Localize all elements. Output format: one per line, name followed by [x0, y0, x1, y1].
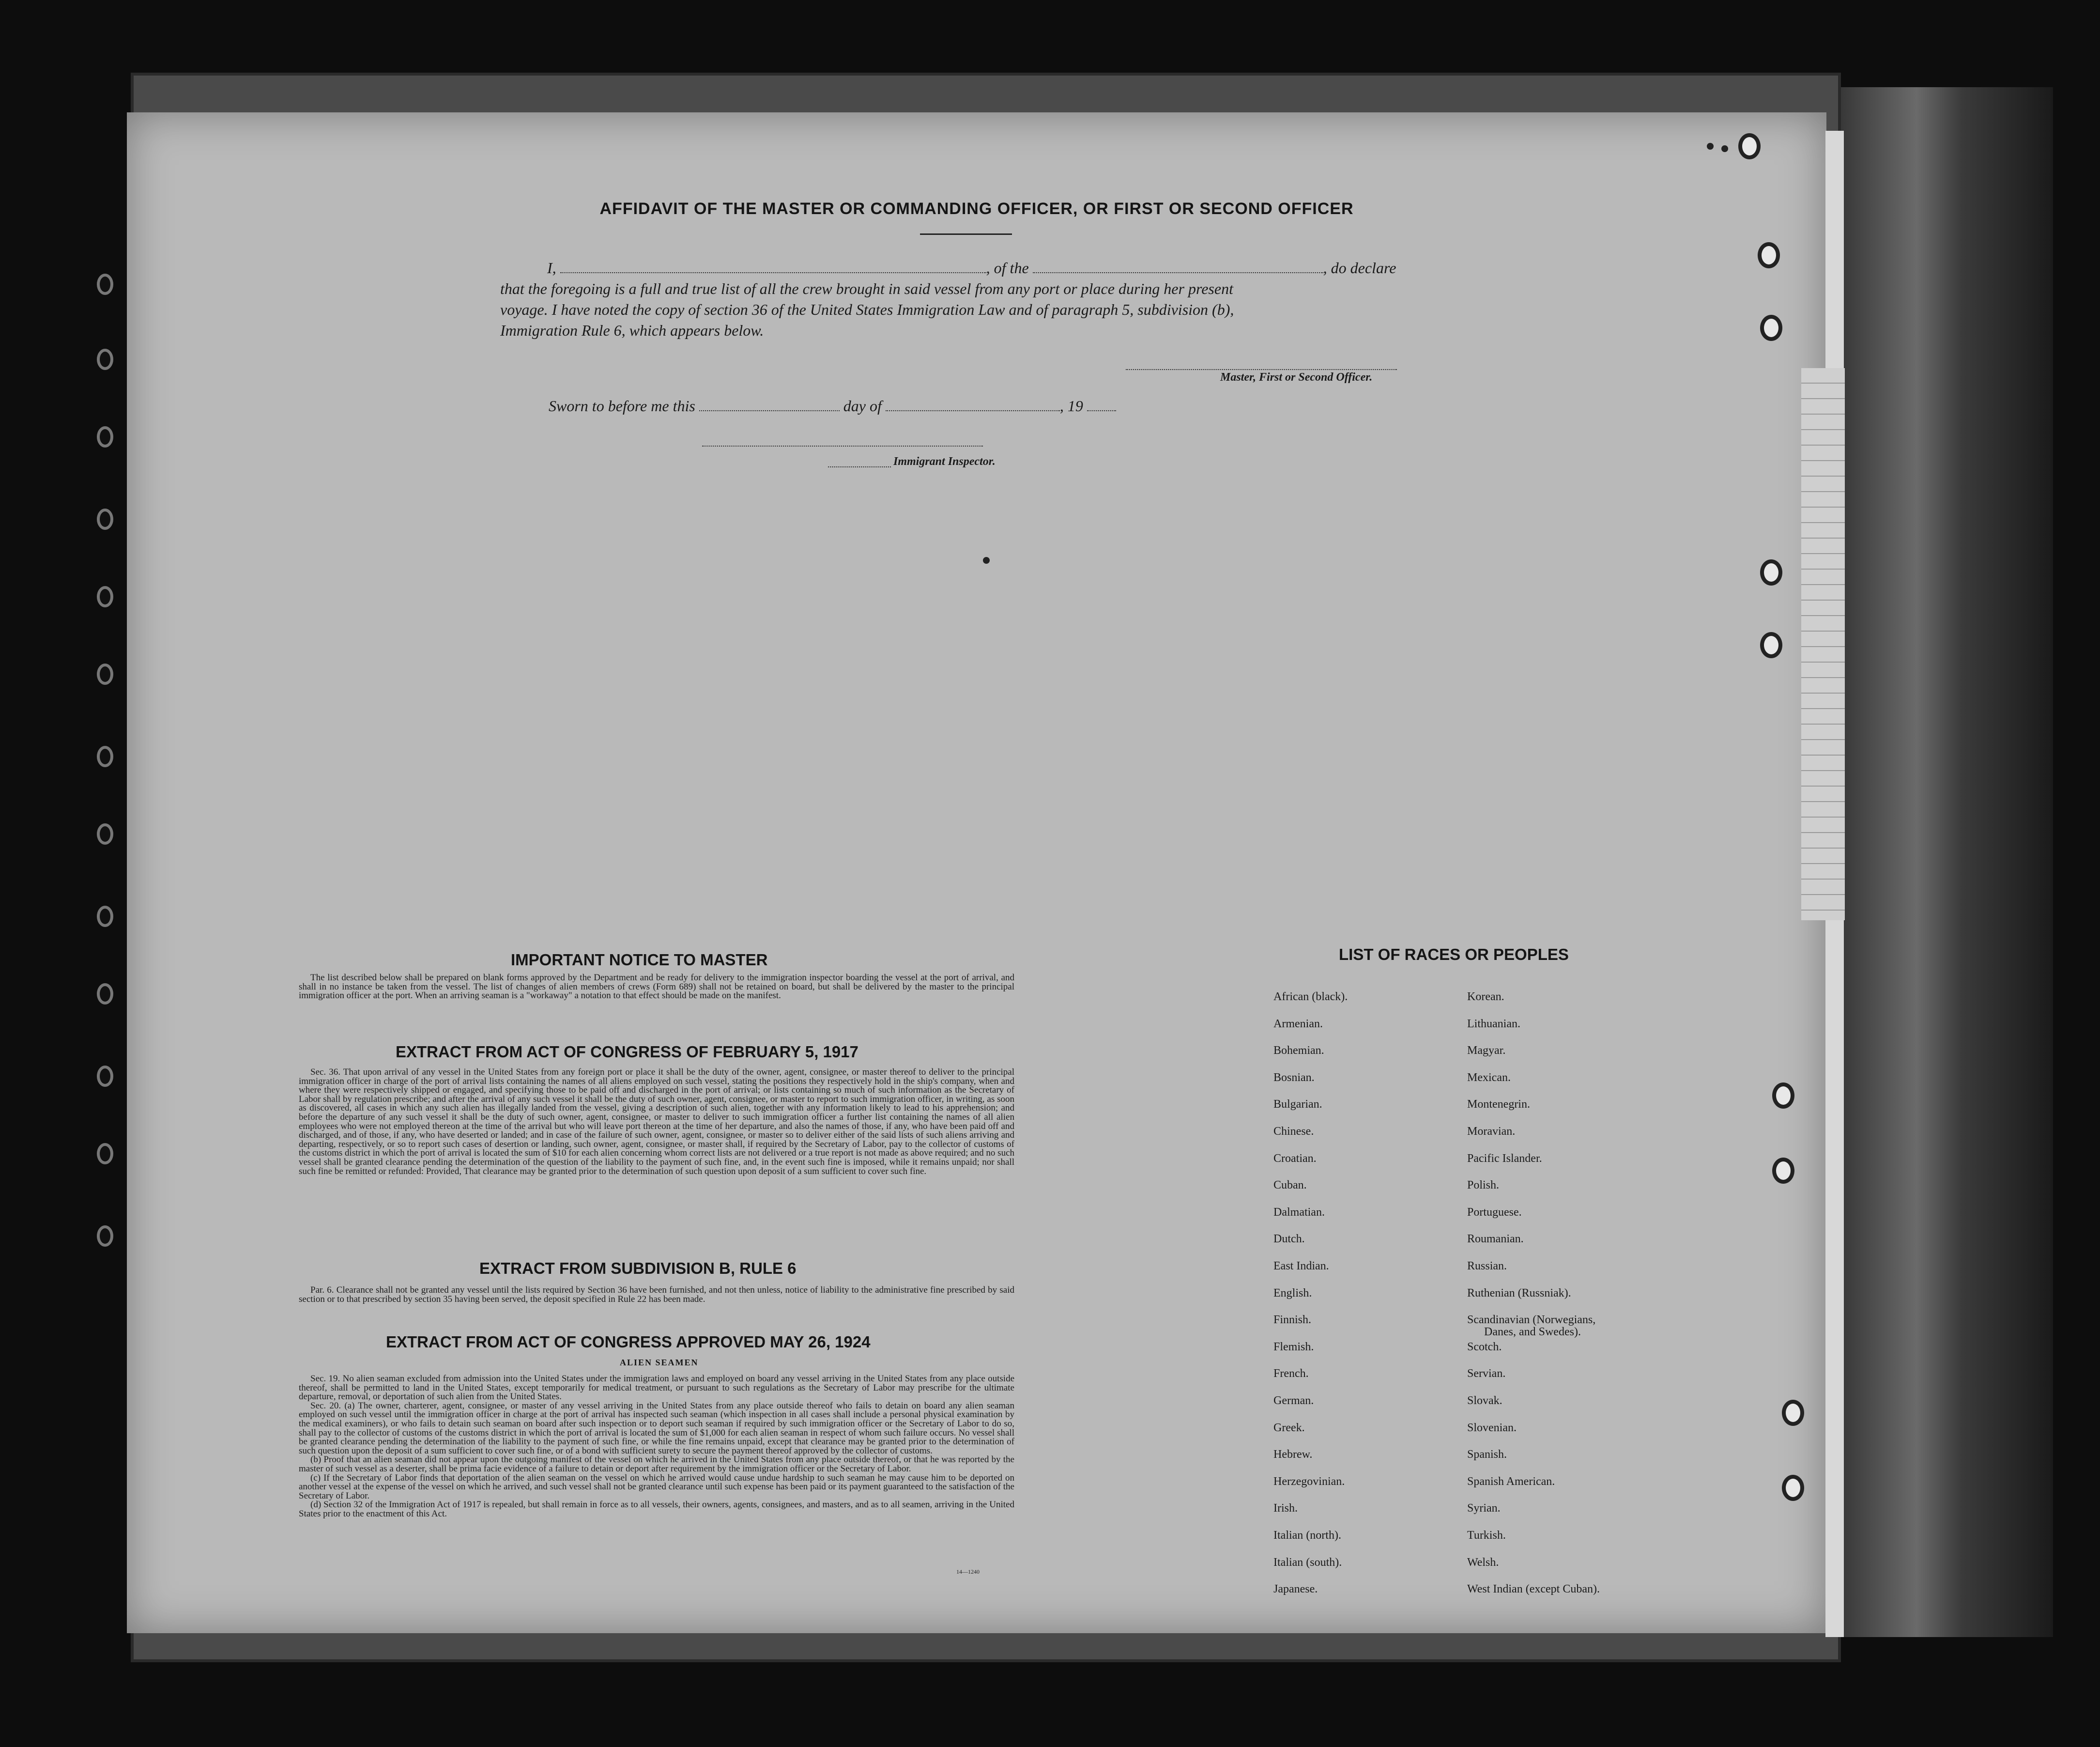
- race-item-right: Ruthenian (Russniak).: [1467, 1286, 1571, 1299]
- race-item-left: Croatian.: [1273, 1152, 1317, 1165]
- ink-spot: [1707, 143, 1714, 150]
- binder-hole: [97, 906, 113, 927]
- affidavit-line-3: voyage. I have noted the copy of section 36 of the United States Immigration Law and of paragraph 5, subdivision (b),: [500, 301, 1234, 318]
- race-item-right: Servian.: [1467, 1367, 1506, 1380]
- race-item-right: Slovak.: [1467, 1394, 1502, 1407]
- master-signature-line: [1126, 369, 1397, 370]
- binder-hole: [97, 983, 113, 1005]
- ink-spot: [1721, 145, 1728, 152]
- notice-title: IMPORTANT NOTICE TO MASTER: [511, 951, 768, 969]
- race-item-left: Chinese.: [1273, 1125, 1314, 1138]
- race-item-right: Scandinavian (Norwegians,: [1467, 1314, 1596, 1327]
- year-label: , 19: [1059, 397, 1083, 415]
- sec20c-paragraph: (c) If the Secretary of Labor finds that deportation of the alien seaman on the vessel on which he arrived would cause undue hardship to such seaman he may cause him to be deported on another vessel at the expense of the vessel on which he arrived, and such vessel shall not be granted clearance until such expense has been paid or its payment guaranteed to the satisfaction of the Secretary of Labor.: [299, 1472, 1014, 1501]
- binder-hole: [97, 746, 113, 767]
- do-declare-label: , do declare: [1323, 259, 1396, 277]
- race-item-left: Finnish.: [1273, 1314, 1312, 1327]
- punch-hole: [1782, 1475, 1804, 1501]
- race-item-right: Spanish.: [1467, 1448, 1507, 1461]
- binder-hole: [97, 1066, 113, 1087]
- punch-hole: [1760, 632, 1782, 658]
- sworn-year-blank: [1087, 410, 1116, 411]
- race-item-right: Pacific Islander.: [1467, 1152, 1542, 1165]
- title-rule: [920, 233, 1012, 235]
- affidavit-line-1: [547, 259, 1396, 277]
- punch-hole: [1782, 1400, 1804, 1426]
- extract-1917-text: [299, 1068, 1014, 1176]
- binder-hole: [97, 274, 113, 295]
- race-item-right: Mexican.: [1467, 1071, 1511, 1084]
- race-item-right: Magyar.: [1467, 1044, 1506, 1057]
- race-item-left: Armenian.: [1273, 1017, 1323, 1030]
- race-item-left: Japanese.: [1273, 1583, 1318, 1596]
- race-item-left: Greek.: [1273, 1421, 1305, 1434]
- race-item-left: Bohemian.: [1273, 1044, 1324, 1057]
- master-signature-label: Master, First or Second Officer.: [1220, 371, 1373, 384]
- extract-1917-title: EXTRACT FROM ACT OF CONGRESS OF FEBRUARY 5, 1917: [396, 1043, 858, 1061]
- sec20a-paragraph: Sec. 20. (a) The owner, charterer, agent, consignee, or master of any vessel arriving in the United States from any place outside thereof who fails to detain on board any alien seaman employed on such vessel until the immigration officer in charge at the port of arrival has inspected such seaman (which inspection in all cases shall include a personal physical examination by the medical examiners), or who fails to detain such seaman on board after such inspection or to deport such seaman if required by such immigration officer or the Secretary of Labor to do so, shall pay to the collector of customs of the customs district in which the port of arrival is located the sum of $1,000 for each alien seaman in respect of whom such failure occurs. No vessel shall be granted clearance pending the determination of the liability to the payment of such fine, or while the fine remains unpaid, except that clearance may be granted prior to the determination of such question upon the deposit of a sum sufficient to cover such fine, or of a bond with sufficient surety to secure the payment thereof approved by the collector of customs.: [299, 1400, 1014, 1456]
- race-item-left: Bulgarian.: [1273, 1098, 1322, 1111]
- race-continuation: Danes, and Swedes).: [1484, 1326, 1581, 1338]
- inspector-short-line: [828, 466, 891, 467]
- binder-hole: [97, 664, 113, 685]
- affidavit-i-label: I,: [547, 259, 556, 277]
- race-item-left: Bosnian.: [1273, 1071, 1315, 1084]
- race-item-left: German.: [1273, 1394, 1314, 1407]
- binder-hole: [97, 426, 113, 448]
- extract-1924-text: [299, 1375, 1014, 1519]
- inspector-signature-line: [702, 446, 983, 447]
- form-number: 14—1240: [956, 1568, 980, 1575]
- race-item-left: African (black).: [1273, 990, 1348, 1003]
- ruled-sheet-edge: [1801, 368, 1845, 920]
- affidavit-line-4: Immigration Rule 6, which appears below.: [500, 322, 764, 339]
- race-item-right: Montenegrin.: [1467, 1098, 1530, 1111]
- rule6-paragraph: Par. 6. Clearance shall not be granted any vessel until the lists required by Section 36 have been furnished, and not then unless, notice of liability to the administrative fine prescribed by said section or to that prescribed by section 35 having been served, the deposit specified in Rule 22 has been made.: [299, 1285, 1014, 1304]
- race-item-left: Italian (north).: [1273, 1529, 1341, 1542]
- binder-hole: [97, 349, 113, 370]
- punch-hole: [1772, 1158, 1794, 1184]
- race-item-right: Spanish American.: [1467, 1475, 1555, 1488]
- punch-hole: [1760, 559, 1782, 586]
- race-item-right: Turkish.: [1467, 1529, 1506, 1542]
- race-item-right: Lithuanian.: [1467, 1017, 1520, 1030]
- punch-hole: [1738, 133, 1761, 159]
- sworn-month-blank: [886, 410, 1060, 411]
- ink-spot: [983, 557, 990, 564]
- race-item-right: Welsh.: [1467, 1556, 1499, 1569]
- inspector-label: Immigrant Inspector.: [893, 455, 996, 468]
- punch-hole: [1758, 242, 1780, 268]
- affidavit-title: AFFIDAVIT OF THE MASTER OR COMMANDING OFFICER, OR FIRST OR SECOND OFFICER: [599, 200, 1354, 218]
- sworn-day-blank: [699, 410, 840, 411]
- race-item-left: Dutch.: [1273, 1233, 1305, 1246]
- binder-hole: [97, 1225, 113, 1247]
- race-item-left: Herzegovinian.: [1273, 1475, 1345, 1488]
- race-item-left: Italian (south).: [1273, 1556, 1342, 1569]
- races-title: LIST OF RACES OR PEOPLES: [1339, 945, 1569, 963]
- race-item-right: Roumanian.: [1467, 1233, 1524, 1246]
- race-item-right: Polish.: [1467, 1179, 1500, 1192]
- race-item-right: West Indian (except Cuban).: [1467, 1583, 1600, 1596]
- alien-seamen-subtitle: ALIEN SEAMEN: [620, 1358, 699, 1367]
- binder-hole: [97, 823, 113, 845]
- background-page-stack: [1825, 87, 2053, 1637]
- sec20b-paragraph: (b) Proof that an alien seaman did not appear upon the outgoing manifest of the vessel on which he arrived in the United States from any place outside thereof, or that he was reported by the master of such vessel as a deserter, shall be prima facie evidence of a failure to detain or deport after requirement by the immigration officer or the Secretary of Labor.: [299, 1454, 1014, 1474]
- race-item-left: Dalmatian.: [1273, 1206, 1325, 1219]
- race-item-right: Scotch.: [1467, 1340, 1502, 1353]
- extract-1917-paragraph: Sec. 36. That upon arrival of any vessel in the United States from any foreign port or place it shall be the duty of the owner, agent, consignee, or master thereof to deliver to the principal immigration officer in charge of the port of arrival lists containing the names of all aliens employed on such vessel, stating the positions they respectively hold in the ship's company, when and where they were respectively shipped or engaged, and specifying those to be paid off and discharged in the port of arrival; or lists containing so much of such information as the Secretary of Labor shall by regulation prescribe; and after the arrival of any such vessel it shall be the duty of such owner, agent, consignee, or master to report to such immigration officer, in writing, as soon as discovered, all cases in which any such alien has illegally landed from the vessel, giving a description of such alien, together with any information likely to lead to his apprehension; and before the departure of any such vessel it shall be the duty of such owner, agent, consignee, or master to deliver to such immigration officer a further list containing the names of all alien employees who were not employed thereon at the time of the arrival but who will leave port thereon at the time of her departure, and also the names of those, if any, who have been paid off and discharged, and of those, if any, who have deserted or landed; and in case of the failure of such owner, agent, consignee, or master so to deliver either of the said lists of such aliens arriving and departing, respectively, or so to report such cases of desertion or landing, such owner, agent, consignee, or master shall, if required by the Secretary of Labor, pay to the collector of customs of the customs district in which the port of arrival is located the sum of $10 for each alien concerning whom correct lists are not delivered or a true report is not made as above required; and no such vessel shall be granted clearance pending the determination of the question of the liability to the payment of such fine, and, in the event such fine is imposed, while it remains unpaid; nor shall such fine be remitted or refunded: Provided, That clearance may be granted prior to the determination of such question upon deposit of a sum sufficient to cover such fine.: [299, 1067, 1014, 1176]
- rule6-text: [299, 1286, 1014, 1304]
- race-item-left: English.: [1273, 1286, 1312, 1299]
- sworn-label: Sworn to before me this: [549, 397, 695, 415]
- race-item-left: Irish.: [1273, 1502, 1298, 1515]
- race-item-left: Flemish.: [1273, 1340, 1314, 1353]
- race-item-left: French.: [1273, 1367, 1309, 1380]
- rule6-title: EXTRACT FROM SUBDIVISION B, RULE 6: [479, 1259, 797, 1277]
- extract-1924-title: EXTRACT FROM ACT OF CONGRESS APPROVED MAY 26, 1924: [386, 1333, 871, 1351]
- notice-text: [299, 974, 1014, 1001]
- race-item-right: Moravian.: [1467, 1125, 1516, 1138]
- vessel-blank: [1033, 272, 1323, 273]
- race-item-left: East Indian.: [1273, 1260, 1329, 1272]
- of-the-label: , of the: [986, 259, 1029, 277]
- binder-hole: [97, 586, 113, 607]
- day-of-label: day of: [843, 397, 882, 415]
- race-item-right: Slovenian.: [1467, 1421, 1517, 1434]
- sec19-paragraph: Sec. 19. No alien seaman excluded from admission into the United States under the immigration laws and employed on board any vessel arriving in the United States from any place outside thereof, shall be permitted to land in the United States, except temporarily for medical treatment, or pursuant to such regulations as the Secretary of Labor may prescribe for the ultimate departure, removal, or deportation of such alien from the United States.: [299, 1374, 1014, 1402]
- race-item-left: Hebrew.: [1273, 1448, 1313, 1461]
- punch-hole: [1760, 315, 1782, 341]
- race-item-right: Korean.: [1467, 990, 1504, 1003]
- sec20d-paragraph: (d) Section 32 of the Immigration Act of 1917 is repealed, but shall remain in force as to all vessels, their owners, agents, consignees, and masters, and as to all seamen, arriving in the United States prior to the enactment of this Act.: [299, 1500, 1014, 1519]
- notice-paragraph: The list described below shall be prepared on blank forms approved by the Department and be ready for delivery to the immigration inspector boarding the vessel at the port of arrival, and shall in no instance be taken from the vessel. The list of changes of alien members of crews (Form 689) shall not be retained on board, but shall be delivered by the master to the principal immigration officer at the port. When an arriving seaman is a "workaway" a notation to that effect should be made on the manifest.: [299, 973, 1014, 1001]
- race-item-left: Cuban.: [1273, 1179, 1307, 1192]
- binder-hole: [97, 509, 113, 530]
- name-blank: [560, 272, 986, 273]
- sworn-line: [549, 397, 1116, 415]
- affidavit-line-2: that the foregoing is a full and true list of all the crew brought in said vessel from any port or place during her present: [500, 280, 1233, 297]
- race-item-right: Syrian.: [1467, 1502, 1501, 1515]
- binder-hole: [97, 1143, 113, 1164]
- punch-hole: [1772, 1082, 1794, 1109]
- race-item-right: Portuguese.: [1467, 1206, 1522, 1219]
- race-item-right: Russian.: [1467, 1260, 1507, 1272]
